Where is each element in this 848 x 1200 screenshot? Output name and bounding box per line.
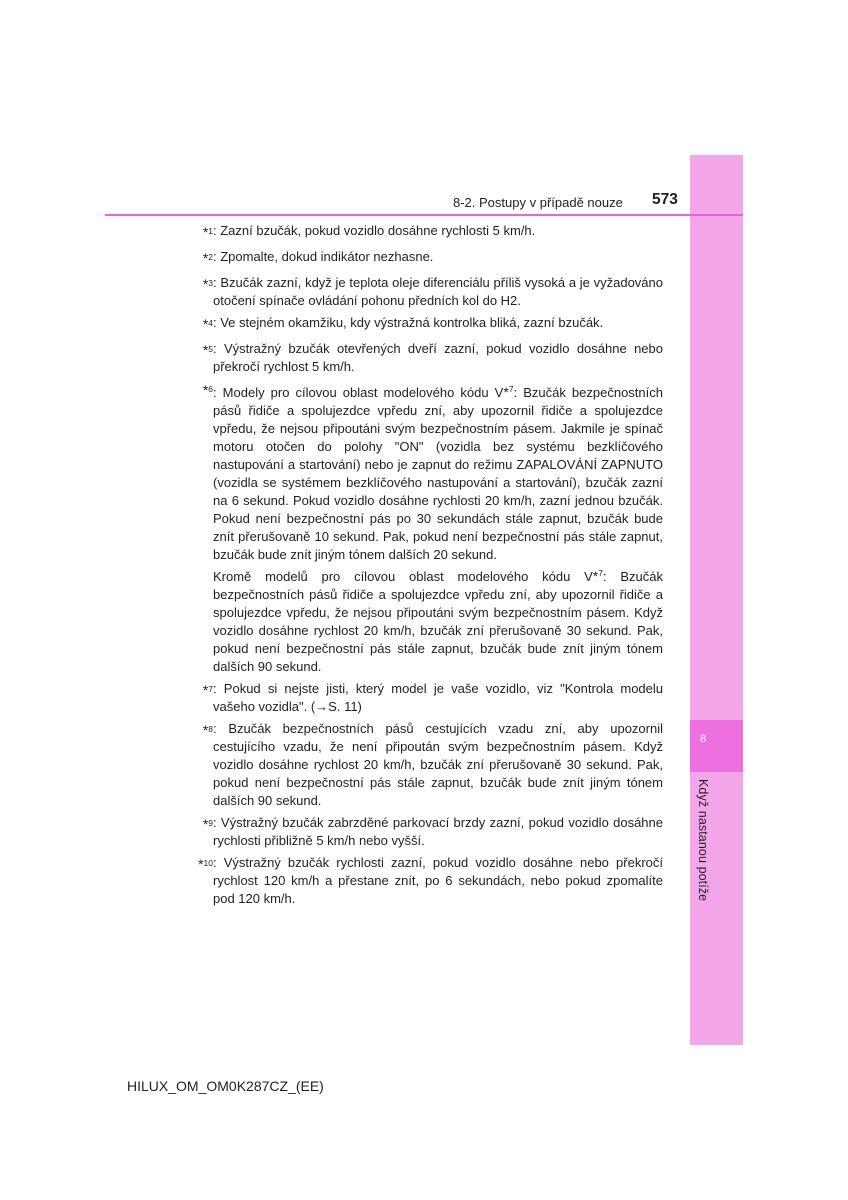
footnote-9: [185, 814, 663, 850]
footnote-marker: *$^6$: [202, 382, 213, 398]
footnote-marker: *$^3$: [202, 276, 213, 292]
footnote-10: [185, 854, 663, 908]
footnote-3: [185, 274, 663, 310]
footnote-text: : Modely pro cílovou oblast modelového kódu V*$^7$: Bzučák bezpečnostních pásů řidiče a spolujezdce vpředu zní, aby upozornil řidiče a spolujezdce vpředu, že nejsou připoutáni svým bezpečnostním pásem. Jakmile je spínač motoru otočen do polohy "ON" (vozidla bez systému bezklíčového nastupování a startování) nebo je zapnut do režimu ZAPALOVÁNÍ ZAPNUTO (vozidla se systémem bezklíčového nastupování a startování), bzučák zazní na 6 sekund. Pokud vozidlo dosáhne rychlosti 20 km/h, zazní jednou bzučák. Pokud není bezpečnostní pás po 30 sekundách stále zapnut, bzučák bude znít přerušovaně 10 sekund. Pak, pokud není bezpečnostní pás stále zapnut, bzučák bude znít jiným tónem dalších 20 sekund.: [213, 384, 663, 562]
footnote-list: [185, 222, 663, 912]
footnote-2: [185, 248, 663, 270]
chapter-number-tab: [690, 720, 743, 772]
footnote-text: : Bzučák bezpečnostních pásů cestujících vzadu zní, aby upozornil cestujícího vzadu, že není připoután svým bezpečnostním pásem. Když vozidlo dosáhne rychlost 20 km/h, bzučák zní přerušovaně 30 sekund. Pak, pokud není bezpečnostní pás stále zapnut, bzučák bude znít jiným tónem dalších 90 sekund.: [213, 721, 663, 808]
chapter-number: 8: [700, 733, 707, 745]
footnote-marker: *$^5$: [202, 342, 213, 358]
footnote-text: : Pokud si nejste jisti, který model je vaše vozidlo, viz "Kontrola modelu vašeho vozidla". (→S. 11): [213, 681, 663, 714]
footnote-text: : Zazní bzučák, pokud vozidlo dosáhne rychlosti 5 km/h.: [213, 223, 536, 238]
footnote-5: [185, 340, 663, 376]
footnote-8: [185, 720, 663, 810]
footnote-marker: *$^{10}$: [198, 856, 213, 872]
footnote-marker: *$^4$: [202, 316, 213, 332]
section-title: 8-2. Postupy v případě nouze: [453, 195, 623, 210]
footnote-marker: *$^9$: [202, 816, 213, 832]
page-number: 573: [652, 191, 678, 208]
footnote-ref-star: *: [592, 568, 599, 584]
footnote-text: : Bzučák zazní, když je teplota oleje diferenciálu příliš vysoká a je vyžadováno otočení spínače ovládání pohonu předních kol do H2.: [213, 275, 663, 308]
footnote-6: [185, 380, 663, 676]
footnote-4: [185, 314, 663, 336]
chapter-side-tab: [690, 155, 743, 1045]
arrow-right-icon: →: [315, 699, 329, 714]
footnote-ref: 7: [598, 568, 603, 578]
footnote-marker: *$^2$: [202, 250, 213, 266]
footnote-text: : Výstražný bzučák rychlosti zazní, pokud vozidlo dosáhne nebo překročí rychlost 120 km/h a přestane znít, po 6 sekundách, nebo pokud zpomalíte pod 120 km/h.: [213, 855, 663, 906]
document-code: HILUX_OM_OM0K287CZ_(EE): [127, 1078, 324, 1094]
page-reference-link[interactable]: S. 11): [328, 699, 362, 714]
header-rule: [105, 214, 743, 216]
footnote-text: : Ve stejném okamžiku, kdy výstražná kontrolka bliká, zazní bzučák.: [213, 315, 604, 330]
footnote-text: : Zpomalte, dokud indikátor nezhasne.: [213, 249, 434, 264]
footnote-text: : Výstražný bzučák zabrzděné parkovací brzdy zazní, pokud vozidlo dosáhne rychlosti přibližně 5 km/h nebo vyšší.: [213, 815, 663, 848]
footnote-text: Kromě modelů pro cílovou oblast modelového kódu V*$^7$: Bzučák bezpečnostních pásů řidiče a spolujezdce vpředu zní, aby upozornil řidiče a spolujezdce vpředu, že nejsou připoutáni svým bezpečnostním pásem. Když vozidlo dosáhne rychlost 20 km/h, bzučák zní přerušovaně 30 sekund. Pak, pokud není bezpečnostní pás stále zapnut, bzučák bude znít jiným tónem dalších 90 sekund.: [213, 568, 663, 674]
chapter-title: Když nastanou potíže: [696, 779, 710, 902]
footnote-1: [185, 222, 663, 244]
footnote-marker: *$^8$: [202, 722, 213, 738]
footnote-ref: 7: [508, 384, 514, 394]
footnote-marker: *$^1$: [202, 224, 213, 240]
footnote-marker: *$^7$: [202, 682, 213, 698]
footnote-text: : Výstražný bzučák otevřených dveří zazní, pokud vozidlo dosáhne nebo překročí rychlost 5 km/h.: [213, 341, 663, 374]
footnote-7: [185, 680, 663, 716]
footnote-ref-star: *: [503, 384, 509, 400]
